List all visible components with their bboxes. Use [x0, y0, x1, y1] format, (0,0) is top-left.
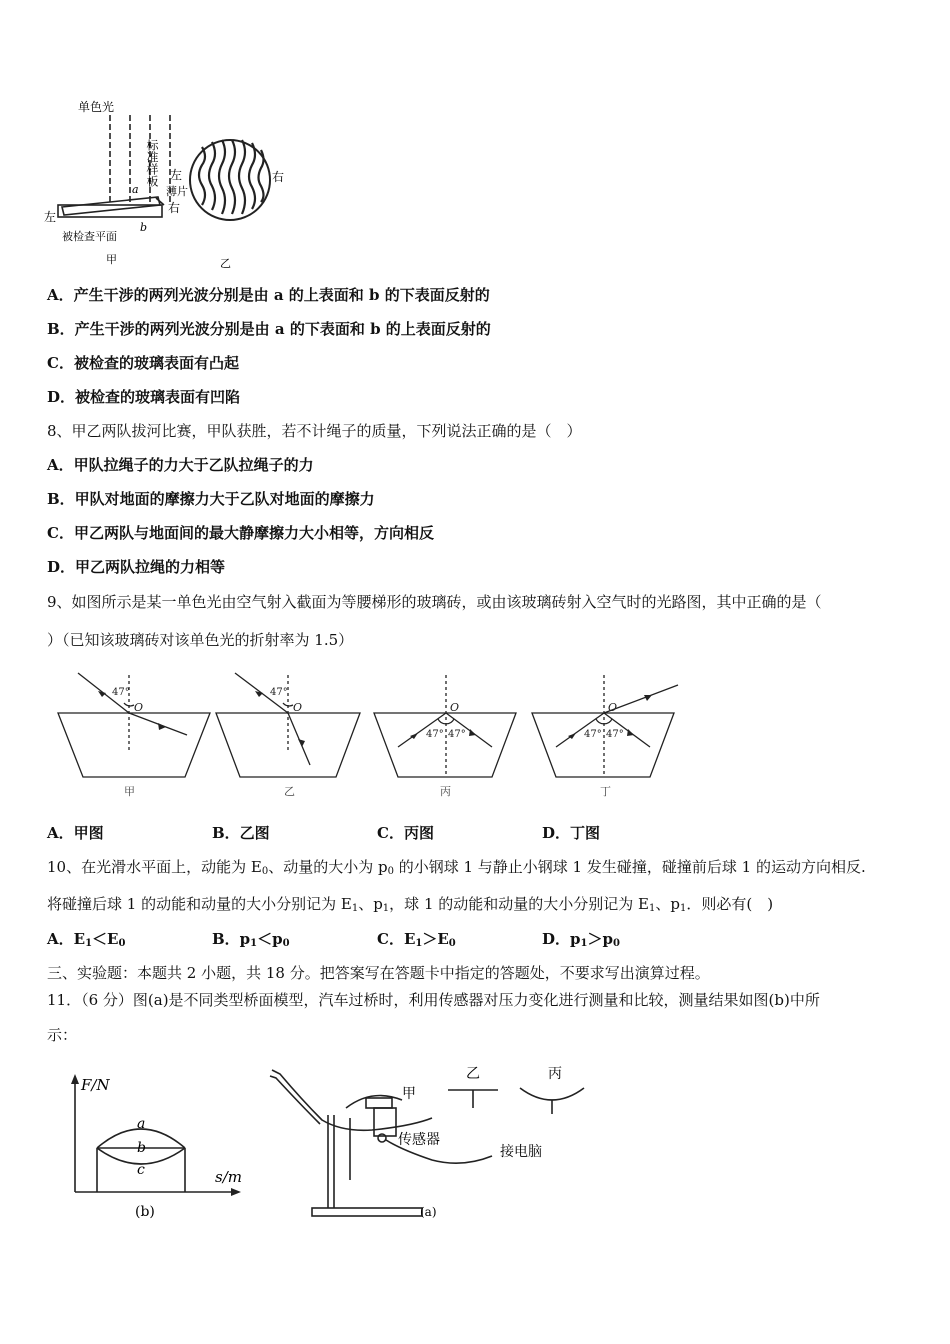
q9-option-c: C．丙图: [377, 824, 434, 842]
caption-yi: 乙: [220, 257, 231, 270]
q7-option-c: C．被检查的玻璃表面有凸起: [47, 354, 239, 372]
bing-o: O: [450, 701, 460, 714]
q9-option-a: A．甲图: [47, 824, 104, 842]
q10-line2: 将碰撞后球 1 的动能和动量的大小分别记为 $E_1$、$p_1$，球 1 的动能和动量的大小分别记为 $E_1$、$p_1$．则必有( ): [47, 895, 774, 914]
q10-line1: 10、在光滑水平面上，动能为 $E_0$、动量的大小为 $p_0$ 的小钢球 1 与静止小钢球 1 发生碰撞，碰撞前后球 1 的运动方向相反.: [47, 858, 866, 877]
caption-a: (a): [420, 1205, 437, 1219]
q9-option-b: B．乙图: [212, 824, 270, 842]
prism-figures: [40, 665, 940, 805]
q8-option-a: A．甲队拉绳子的力大于乙队拉绳子的力: [47, 456, 314, 474]
q8-option-c: C．甲乙两队与地面间的最大静摩擦力大小相等，方向相反: [47, 524, 434, 542]
force-graph: [55, 1070, 255, 1230]
bridge-bing: [520, 1088, 584, 1100]
label-bing: 丙: [548, 1066, 562, 1082]
standard-plate: [62, 197, 160, 215]
yi-angle: 47°: [270, 687, 288, 698]
caption-yi: 乙: [284, 785, 295, 798]
q10-option-b: B．$p_1<p_0$: [212, 930, 290, 949]
label-light: 单色光: [78, 100, 115, 114]
caption-ding: 丁: [600, 785, 611, 798]
ding-o: O: [608, 701, 618, 714]
ray-jia-out: [129, 713, 187, 735]
q8-option-b: B．甲队对地面的摩擦力大于乙队对地面的摩擦力: [47, 490, 375, 508]
label-right-2: 右: [272, 170, 285, 184]
caption-jia: 甲: [124, 785, 135, 798]
label-b: b: [137, 1140, 146, 1156]
jia-angle: 47°: [112, 687, 130, 698]
prism-jia: [58, 713, 210, 777]
q10-option-c: C．$E_1>E_0$: [377, 930, 456, 949]
label-right-1: 右: [168, 201, 181, 215]
label-thin-sheet: 薄片: [166, 185, 188, 198]
label-left-1: 左: [170, 168, 183, 182]
label-plane: 被检查平面: [62, 230, 117, 243]
interference-figure: [40, 95, 340, 275]
label-b: b: [140, 221, 148, 234]
label-left-2: 左: [44, 210, 57, 224]
ding-angle-r: 47°: [606, 729, 624, 740]
label-jia: 甲: [402, 1086, 416, 1102]
caption-jia: 甲: [106, 253, 117, 266]
q10-option-a: A．$E_1<E_0$: [47, 930, 126, 949]
ray-yi-out: [288, 713, 310, 765]
label-a: a: [137, 1116, 146, 1132]
q11-line1: 11．（6 分）图(a)是不同类型桥面模型，汽车过桥时，利用传感器对压力变化进行测量和比较，测量结果如图(b)中所: [47, 991, 820, 1009]
section3-heading: 三、实验题：本题共 2 小题，共 18 分。把答案写在答题卡中指定的答题处，不要求写出演算过程。: [47, 964, 710, 982]
y-label: F/N: [81, 1076, 110, 1094]
q9-stem-line2: ）（已知该玻璃砖对该单色光的折射率为 1.5）: [47, 631, 354, 649]
label-c: c: [137, 1162, 145, 1178]
caption-bing: 丙: [440, 785, 451, 798]
q10-option-d: D．$p_1>p_0$: [542, 930, 620, 949]
x-label: s/m: [215, 1168, 242, 1186]
label-sensor: 传感器: [398, 1132, 440, 1148]
q7-option-d: D．被检查的玻璃表面有凹陷: [47, 388, 241, 406]
q8-option-d: D．甲乙两队拉绳的力相等: [47, 558, 226, 576]
q11-line2: 示：: [47, 1026, 78, 1044]
label-yi: 乙: [466, 1066, 480, 1082]
bridge-apparatus: [262, 1060, 602, 1230]
base: [312, 1208, 422, 1216]
bing-angle-l: 47°: [426, 729, 444, 740]
label-a: a: [132, 183, 139, 196]
q7-option-b: B．产生干涉的两列光波分别是由 a 的下表面和 b 的上表面反射的: [47, 320, 491, 338]
q9-option-d: D．丁图: [542, 824, 601, 842]
q8-stem: 8、甲乙两队拔河比赛，甲队获胜，若不计绳子的质量，下列说法正确的是（ ）: [47, 422, 582, 440]
q9-stem-line1: 9、如图所示是某一单色光由空气射入截面为等腰梯形的玻璃砖，或由该玻璃砖射入空气时的光路图，其中正确的是（: [47, 593, 822, 611]
yi-o: O: [293, 701, 303, 714]
jia-o: O: [134, 701, 144, 714]
prism-ding: [532, 713, 674, 777]
bing-angle-r: 47°: [448, 729, 466, 740]
q7-option-a: A．产生干涉的两列光波分别是由 a 的上表面和 b 的下表面反射的: [47, 286, 490, 304]
label-standard-plate: 标准样板: [145, 139, 159, 187]
prism-yi: [216, 713, 360, 777]
label-computer: 接电脑: [500, 1144, 542, 1160]
prism-bing: [374, 713, 516, 777]
ding-angle-l: 47°: [584, 729, 602, 740]
caption-b: (b): [135, 1204, 155, 1220]
